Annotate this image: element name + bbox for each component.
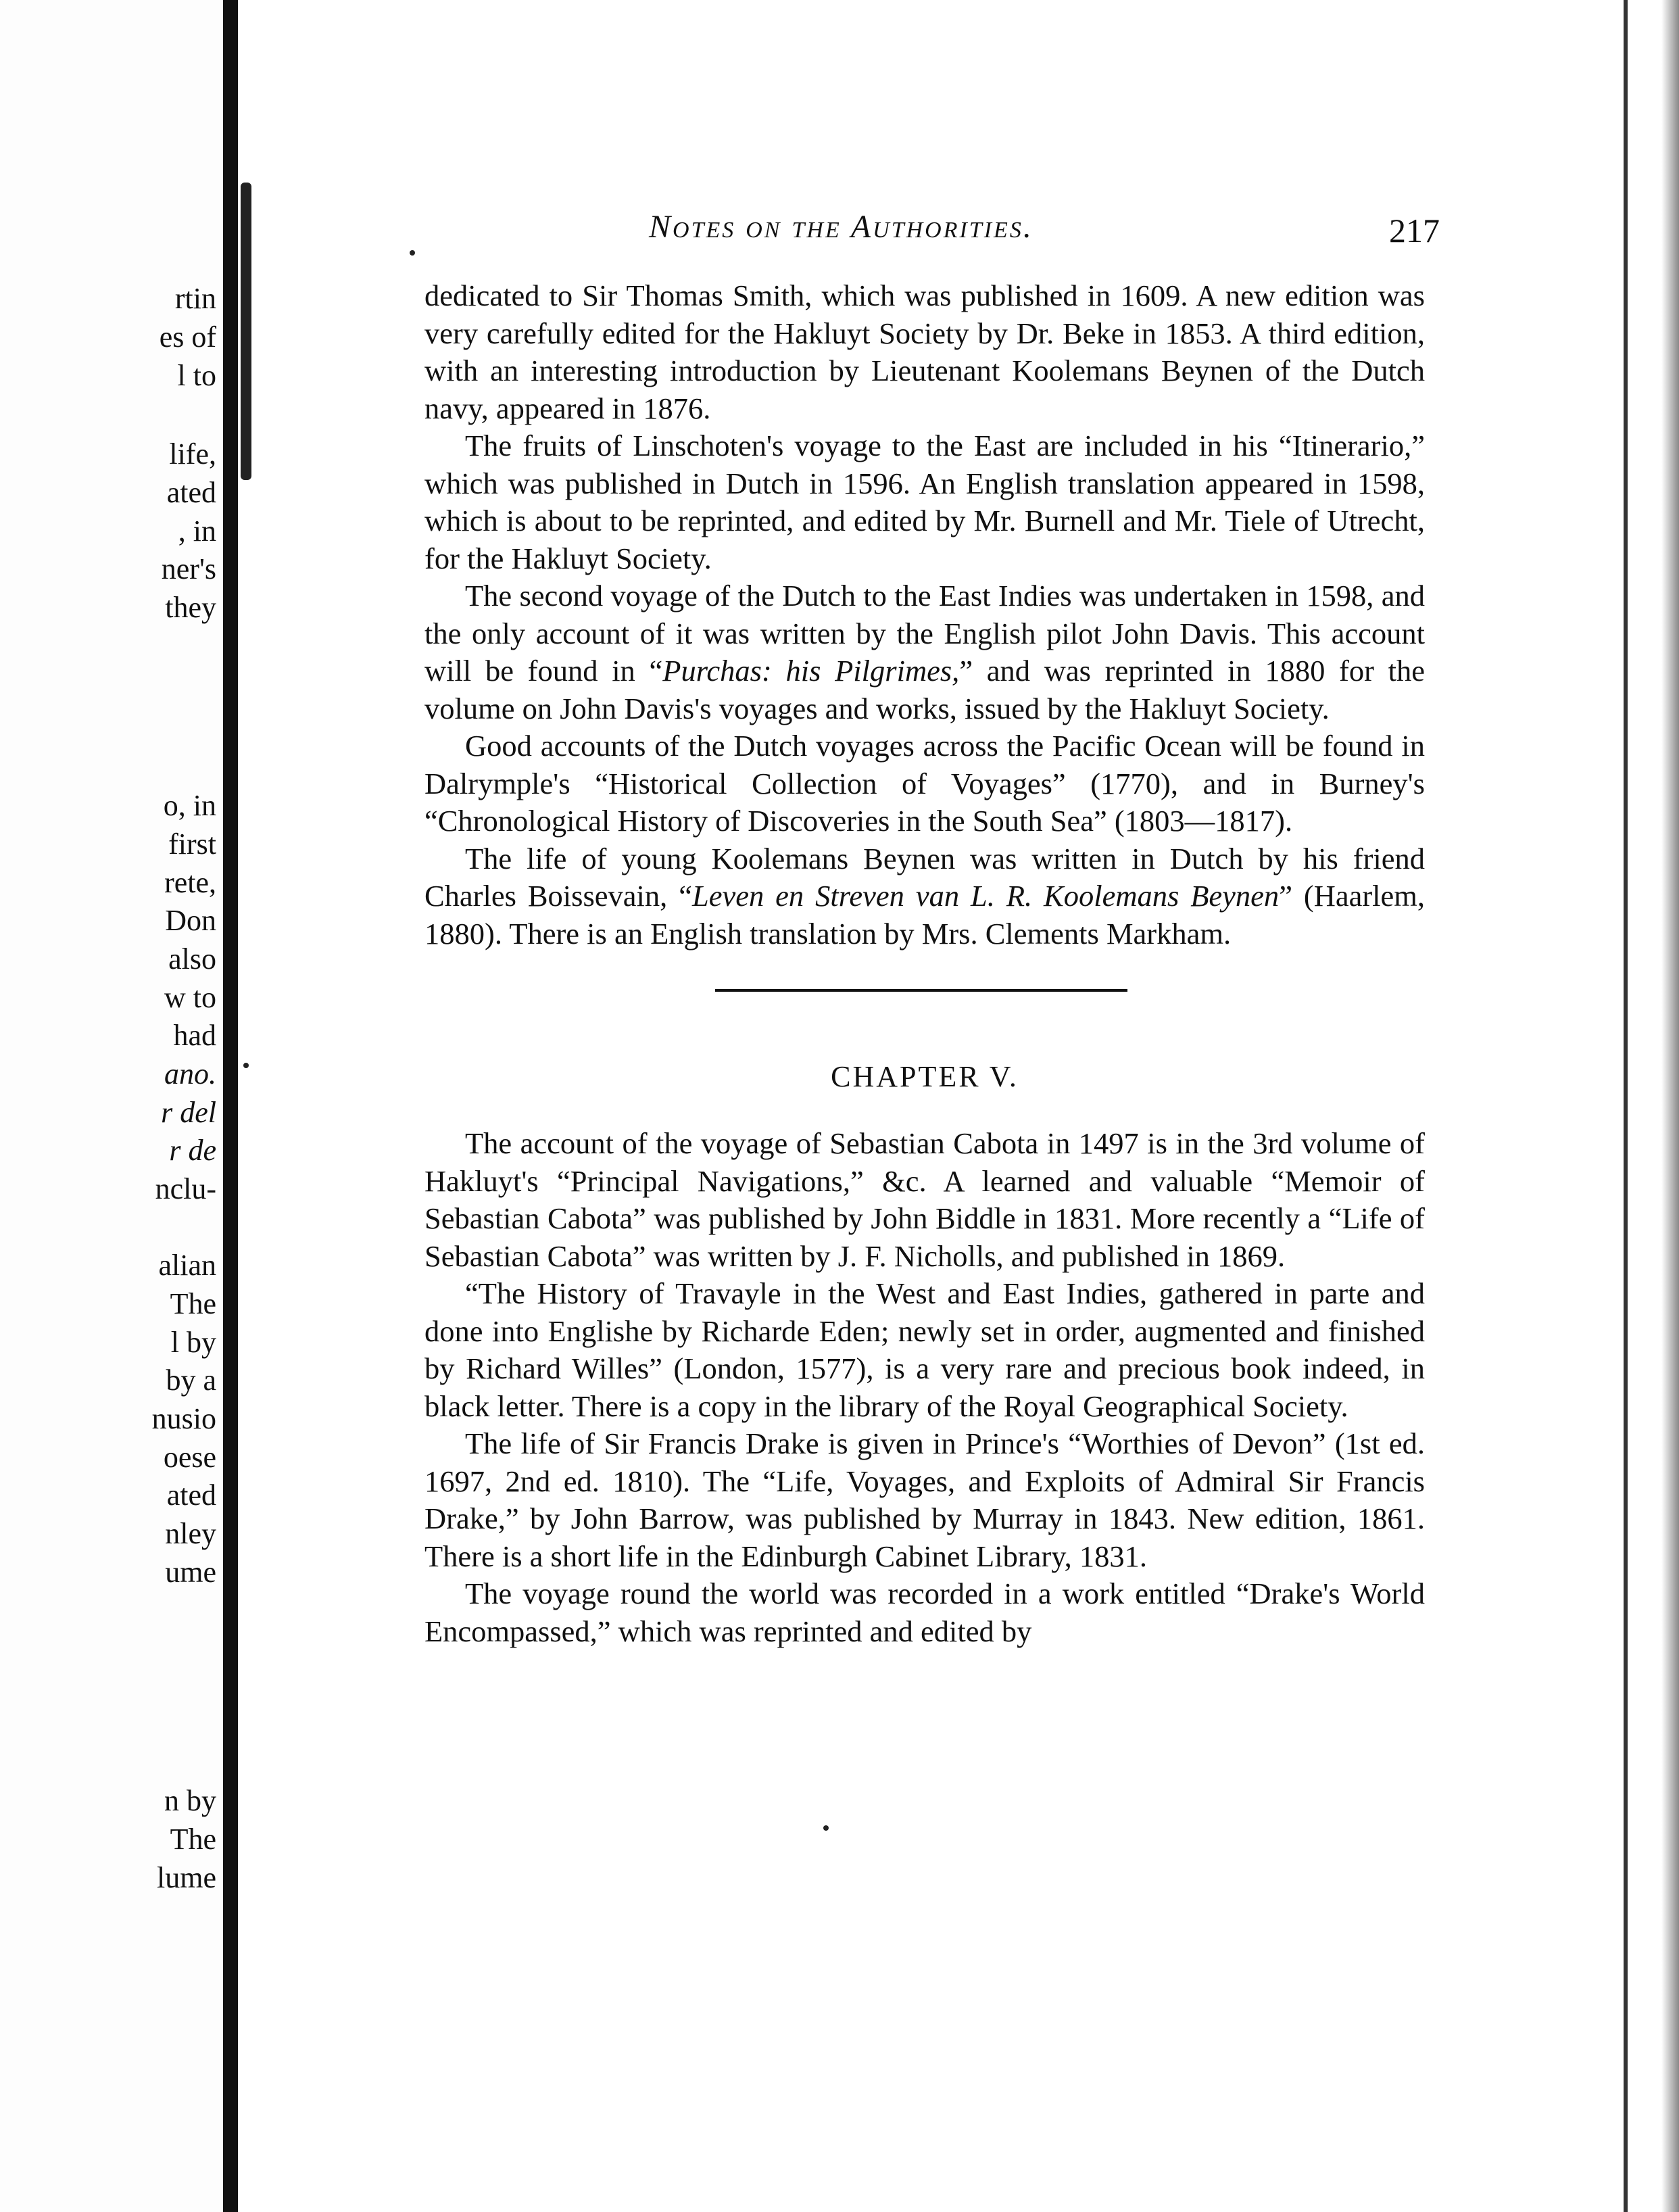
paragraph <box>424 840 1425 953</box>
left-facing-page <box>0 0 223 2212</box>
page-number: 217 <box>1389 212 1440 249</box>
paragraph: “The History of Travayle in the West and East Indies, gathered in parte and done into Englishe by Richarde Eden; newly set in order, augmented and finished by Richard Willes” (London, 1577), is a very rare and precious book indeed, in black letter. There is a copy in the library of the Royal Geographical Society. <box>424 1276 1425 1423</box>
left-page-fragment: by a <box>166 1364 216 1397</box>
left-page-fragment: had <box>173 1019 216 1052</box>
page-header <box>649 208 1440 256</box>
paragraph: The life of Sir Francis Drake is given in Prince's “Worthies of Devon” (1st ed. 1697, 2nd ed. 1810). The “Life, Voyages, and Exploits of Admiral Sir Francis Drake,” by John Barrow, was published by Murray in 1843. New edition, 1861. There is a short life in the Edinburgh Cabinet Library, 1831. <box>424 1426 1425 1573</box>
speck-mark <box>243 1063 249 1068</box>
left-page-fragment: nusio <box>151 1402 216 1435</box>
paragraph: The account of the voyage of Sebastian Cabota in 1497 is in the 3rd volume of Hakluyt's “Principal Navigations,” &c. A learned and valuable “Memoir of Sebastian Cabota” was published by John Biddle in 1831. More recently a “Life of Sebastian Cabota” was written by J. F. Nicholls, and published in 1869. <box>424 1126 1425 1273</box>
left-page-fragment: also <box>168 942 216 976</box>
chapter-heading: CHAPTER V. <box>831 1060 1019 1093</box>
left-page-fragment: oese <box>163 1441 216 1474</box>
left-page-fragment: alian <box>158 1249 216 1282</box>
left-page-fragment: lume <box>157 1861 216 1894</box>
left-page-fragment: The <box>170 1287 216 1320</box>
paragraph: The fruits of Linschoten's voyage to the East are included in his “Itinerario,” which was published in Dutch in 1596. An English translation appeared in 1598, which is about to be reprinted, and edited by Mr. Burnell and Mr. Tiele of Utrecht, for the Hakluyt Society. <box>424 429 1425 575</box>
left-page-fragment: Don <box>165 904 216 937</box>
left-page-fragment: ated <box>166 476 216 509</box>
left-page-fragment: they <box>165 591 216 624</box>
left-page-fragment: The <box>170 1823 216 1856</box>
left-page-fragment: ated <box>166 1478 216 1512</box>
paragraph: dedicated to Sir Thomas Smith, which was published in 1609. A new edition was very carefully edited for the Hakluyt Society by Dr. Beke in 1853. A third edition, with an interesting introduction by Lieutenant Koolemans Beynen of the Dutch navy, appeared in 1876. <box>424 279 1425 425</box>
text-run: The second voyage of the Dutch to the East Indies was undertaken in 1598, and the only account of it was written by the English pilot John Davis. This account will be found in “ <box>424 579 1425 688</box>
left-page-fragment: nley <box>165 1517 216 1550</box>
left-page-fragment: r del <box>161 1096 216 1129</box>
page-body <box>424 277 1425 1650</box>
binding-edge <box>241 183 251 480</box>
left-page-fragment: nclu- <box>155 1172 216 1205</box>
left-page-fragment: l to <box>177 359 216 392</box>
left-page-fragment: ner's <box>161 552 216 585</box>
left-page-fragment: es of <box>159 320 216 354</box>
page-gutter <box>223 0 238 2212</box>
left-page-fragment: life, <box>169 437 216 471</box>
paragraph <box>424 577 1425 727</box>
left-page-fragment: first <box>168 827 216 861</box>
left-page-fragment: w to <box>164 981 216 1014</box>
paragraph: Good accounts of the Dutch voyages across the Pacific Ocean will be found in Dalrymple's “Historical Collection of Voyages” (1770), and in Burney's “Chronological History of Discoveries in the South Sea” (1803—1817). <box>424 729 1425 838</box>
text-run: ” and was reprinted in 1880 for the volume on John Davis's voyages and works, issued by the Hakluyt Society. <box>424 654 1426 725</box>
left-page-fragment: l by <box>170 1326 216 1359</box>
speck-mark <box>410 250 415 256</box>
left-page-fragment: o, in <box>163 789 216 822</box>
left-page-fragment: r de <box>169 1134 216 1167</box>
text-run: The life of young Koolemans Beynen was written in Dutch by his friend Charles Boissevain, “ <box>424 841 1425 913</box>
italic-title: Purchas: his Pilgrimes, <box>662 654 960 688</box>
speck-mark <box>823 1825 829 1831</box>
page-edge-shadow <box>1661 0 1679 2212</box>
left-page-fragment: n by <box>164 1784 216 1817</box>
left-page-fragment: rtin <box>174 282 216 315</box>
running-head: Notes on the Authorities. <box>649 209 1033 245</box>
text-run: ” (Haarlem, 1880). There is an English translation by Mrs. Clements Markham. <box>424 879 1426 951</box>
italic-title: Leven en Streven van L. R. Koolemans Beynen <box>691 879 1280 913</box>
paragraph: The voyage round the world was recorded in a work entitled “Drake's World Encompassed,” which was reprinted and edited by <box>424 1577 1425 1648</box>
left-page-fragment: ume <box>165 1556 216 1589</box>
left-page-fragment: rete, <box>164 866 216 899</box>
left-page-fragment: , in <box>178 514 216 548</box>
section-rule <box>715 989 1127 992</box>
left-page-fragment: ano. <box>164 1057 216 1090</box>
page-edge-line <box>1624 0 1628 2212</box>
